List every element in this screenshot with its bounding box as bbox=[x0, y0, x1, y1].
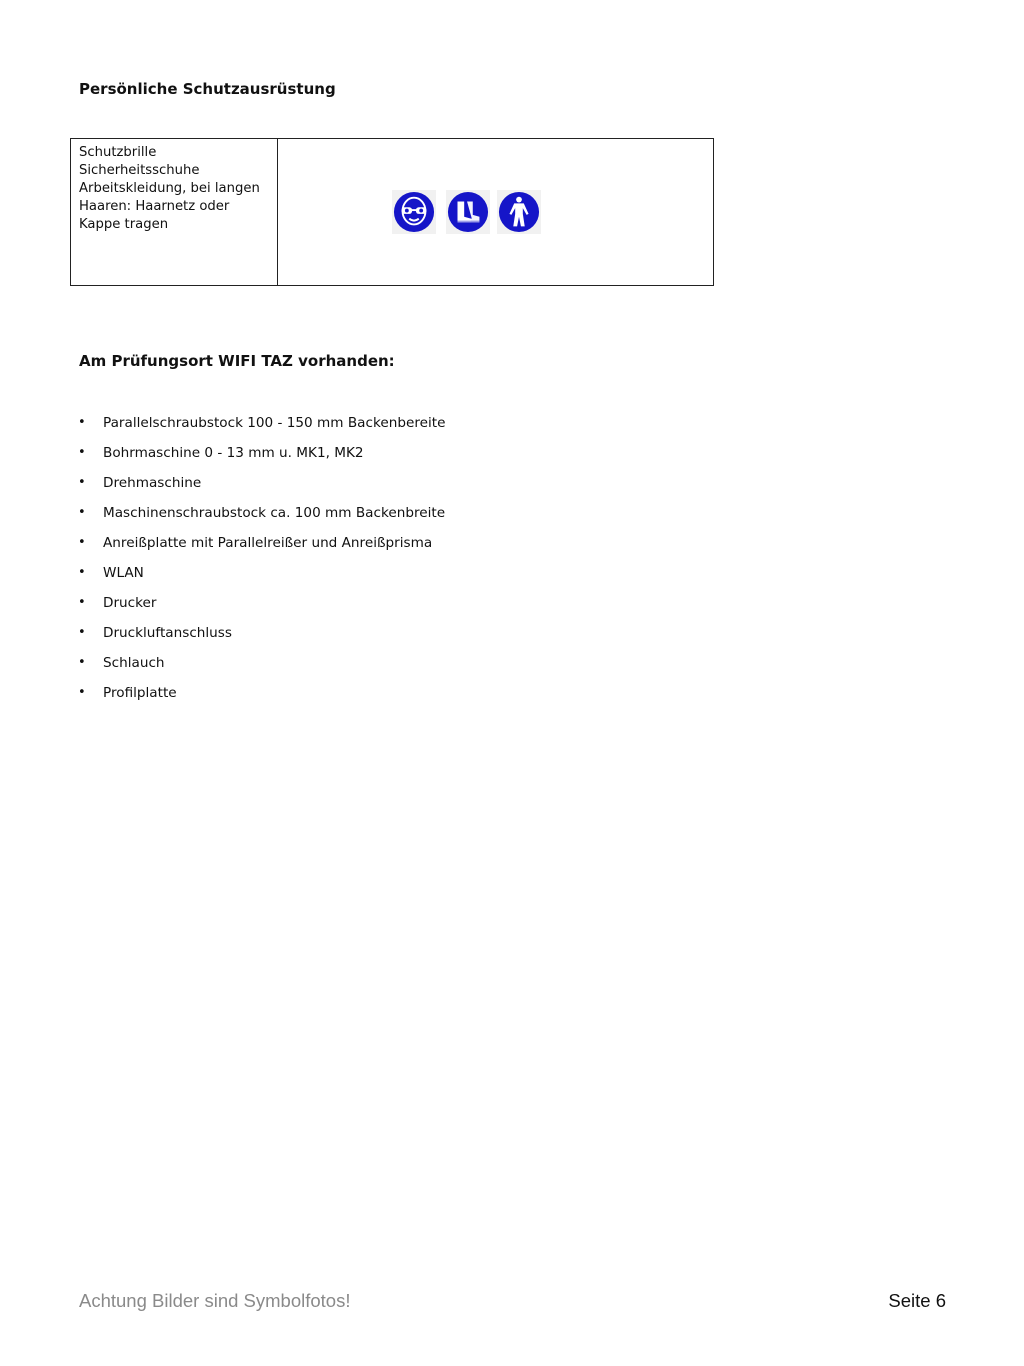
eye-protection-sign-icon bbox=[392, 190, 436, 234]
list-item bbox=[78, 592, 445, 622]
list-item bbox=[78, 562, 445, 592]
ppe-signs-cell bbox=[278, 139, 713, 285]
list-item-text: Druckluftanschluss bbox=[103, 625, 232, 641]
footer-note: Achtung Bilder sind Symbolfotos! bbox=[79, 1290, 351, 1311]
bullet: • bbox=[78, 505, 86, 520]
ppe-item: Haaren: Haarnetz oder bbox=[79, 199, 230, 214]
bullet: • bbox=[78, 415, 86, 430]
list-item bbox=[78, 652, 445, 682]
ppe-section-title: Persönliche Schutzausrüstung bbox=[79, 80, 336, 98]
list-item-text: Drucker bbox=[103, 595, 157, 611]
list-item bbox=[78, 532, 445, 562]
page-number: Seite 6 bbox=[888, 1290, 946, 1311]
ppe-item: Schutzbrille bbox=[79, 145, 157, 160]
bullet: • bbox=[78, 685, 86, 700]
ppe-item: Kappe tragen bbox=[79, 217, 169, 232]
ppe-text-cell bbox=[71, 139, 278, 285]
ppe-item: Arbeitskleidung, bei langen bbox=[79, 181, 260, 196]
list-item-text: Schlauch bbox=[103, 655, 165, 671]
list-item bbox=[78, 502, 445, 532]
bullet: • bbox=[78, 655, 86, 670]
bullet: • bbox=[78, 625, 86, 640]
bullet: • bbox=[78, 445, 86, 460]
equipment-list bbox=[78, 412, 445, 712]
list-item bbox=[78, 682, 445, 712]
list-item-text: Anreißplatte mit Parallelreißer und Anreißprisma bbox=[103, 535, 433, 551]
bullet: • bbox=[78, 595, 86, 610]
list-item-text: Parallelschraubstock 100 - 150 mm Backenbereite bbox=[103, 415, 446, 431]
list-item bbox=[78, 622, 445, 652]
list-item-text: Profilplatte bbox=[103, 685, 177, 701]
list-item-text: Maschinenschraubstock ca. 100 mm Backenbreite bbox=[103, 505, 446, 521]
list-item bbox=[78, 412, 445, 442]
equipment-section-title: Am Prüfungsort WIFI TAZ vorhanden: bbox=[79, 352, 395, 370]
list-item bbox=[78, 442, 445, 472]
list-item-text: WLAN bbox=[103, 565, 144, 581]
bullet: • bbox=[78, 535, 86, 550]
list-item bbox=[78, 472, 445, 502]
safety-boots-sign-icon bbox=[446, 190, 490, 234]
ppe-item: Sicherheitsschuhe bbox=[79, 163, 200, 178]
list-item-text: Drehmaschine bbox=[103, 475, 202, 491]
protective-clothing-sign-icon bbox=[497, 190, 541, 234]
ppe-table bbox=[70, 138, 714, 286]
bullet: • bbox=[78, 475, 86, 490]
list-item-text: Bohrmaschine 0 - 13 mm u. MK1, MK2 bbox=[103, 445, 364, 461]
bullet: • bbox=[78, 565, 86, 580]
